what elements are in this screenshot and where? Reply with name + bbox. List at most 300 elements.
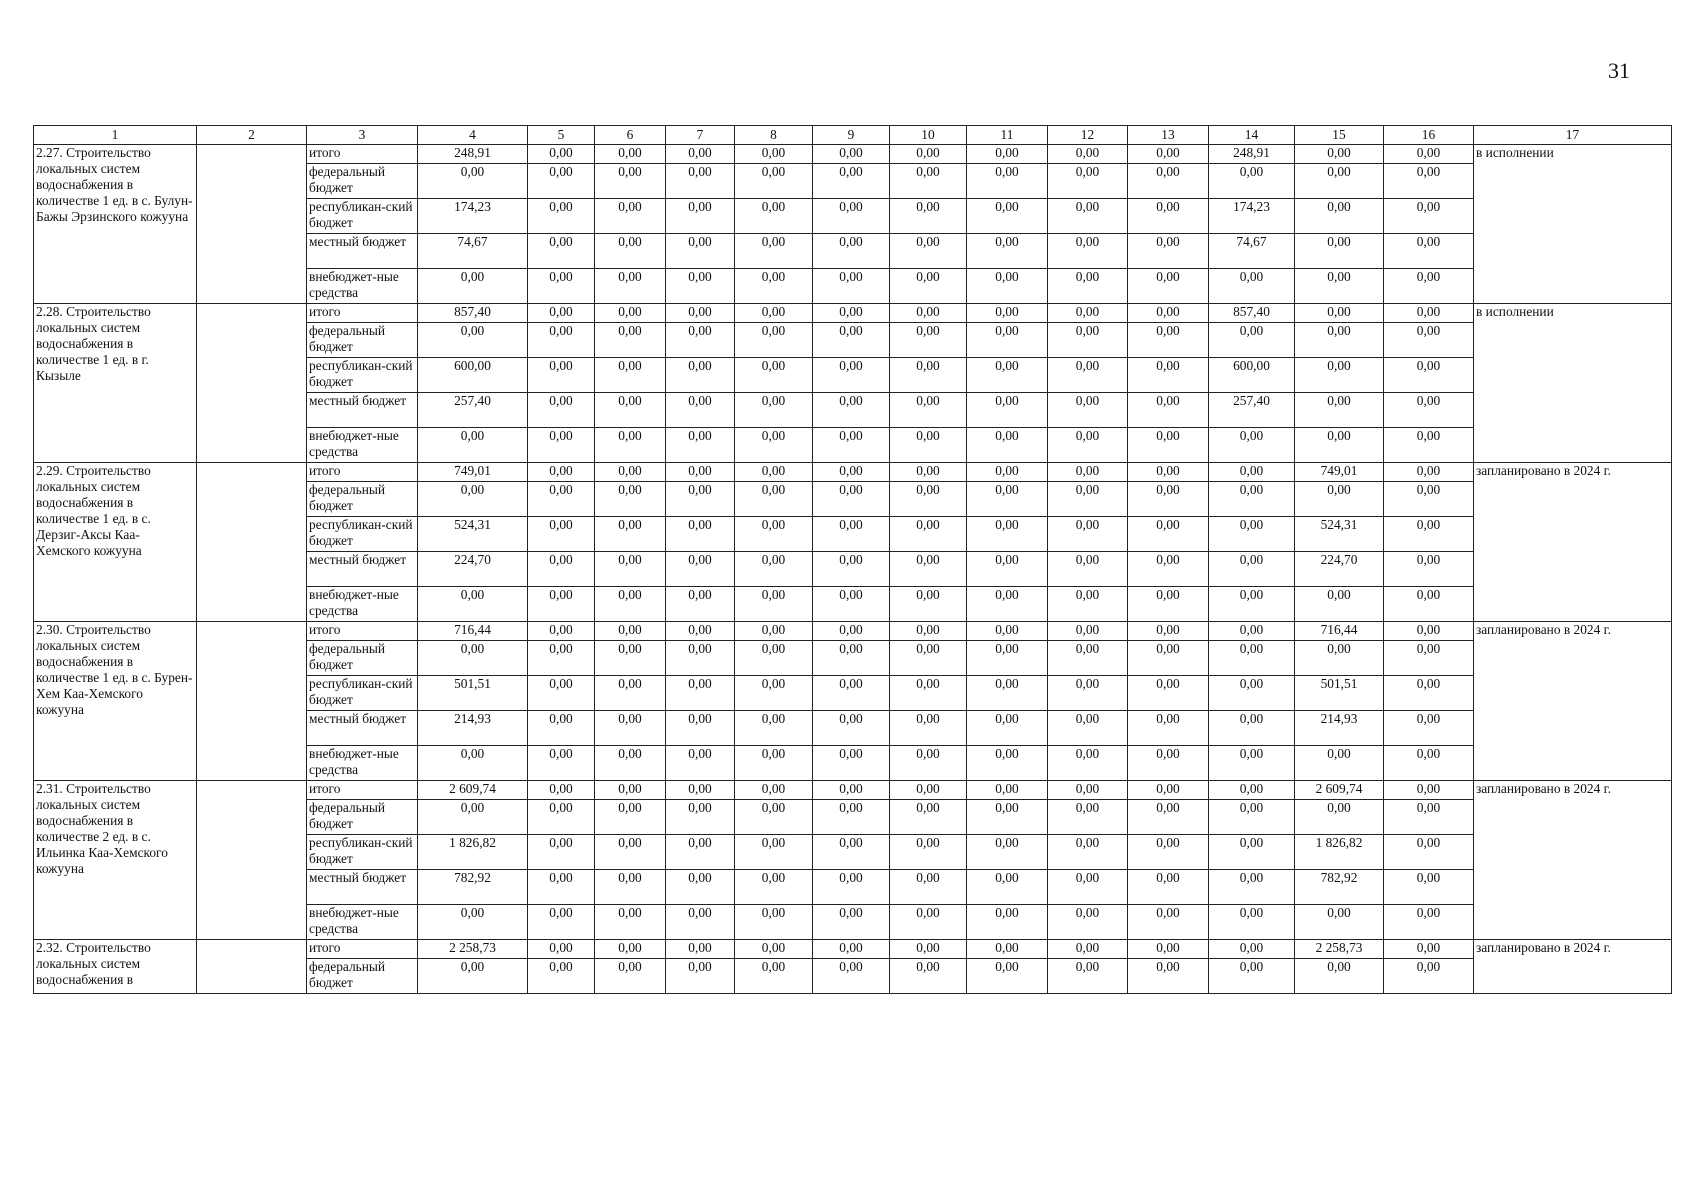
table-body	[34, 126, 1672, 994]
amount-cell: 0,00	[1128, 145, 1209, 164]
status-note: запланировано в 2024 г.	[1474, 622, 1672, 781]
amount-cell: 0,00	[666, 940, 735, 959]
amount-cell: 0,00	[418, 482, 528, 517]
amount-cell: 0,00	[1295, 145, 1384, 164]
amount-cell: 0,00	[813, 393, 890, 428]
amount-cell: 0,00	[813, 269, 890, 304]
amount-cell: 0,00	[967, 358, 1048, 393]
amount-cell: 0,00	[735, 199, 813, 234]
funding-source: республикан-ский бюджет	[307, 517, 418, 552]
amount-cell: 0,00	[967, 552, 1048, 587]
amount-cell: 0,00	[666, 199, 735, 234]
amount-cell: 0,00	[813, 517, 890, 552]
amount-cell: 0,00	[735, 641, 813, 676]
amount-cell: 0,00	[813, 641, 890, 676]
amount-cell: 0,00	[1128, 234, 1209, 269]
measure-name: 2.31. Строительство локальных систем водоснабжения в количестве 2 ед. в с. Ильинка Каа-Хемского кожууна	[34, 781, 197, 940]
amount-cell: 0,00	[595, 746, 666, 781]
amount-cell: 0,00	[528, 711, 595, 746]
amount-cell: 0,00	[1128, 711, 1209, 746]
amount-cell: 214,93	[1295, 711, 1384, 746]
amount-cell: 257,40	[418, 393, 528, 428]
amount-cell: 0,00	[813, 463, 890, 482]
amount-cell: 0,00	[813, 676, 890, 711]
amount-cell: 0,00	[735, 145, 813, 164]
amount-cell: 0,00	[1048, 234, 1128, 269]
amount-cell: 0,00	[967, 393, 1048, 428]
funding-source: местный бюджет	[307, 711, 418, 746]
funding-source: внебюджет-ные средства	[307, 269, 418, 304]
amount-cell: 0,00	[1209, 482, 1295, 517]
amount-cell: 0,00	[890, 323, 967, 358]
amount-cell: 0,00	[1384, 959, 1474, 994]
funding-source: внебюджет-ные средства	[307, 428, 418, 463]
amount-cell: 0,00	[595, 905, 666, 940]
amount-cell: 0,00	[1384, 940, 1474, 959]
amount-cell: 0,00	[735, 746, 813, 781]
amount-cell: 0,00	[1209, 800, 1295, 835]
amount-cell: 0,00	[528, 781, 595, 800]
amount-cell: 0,00	[890, 145, 967, 164]
amount-cell: 0,00	[1295, 905, 1384, 940]
funding-source: внебюджет-ные средства	[307, 746, 418, 781]
amount-cell: 224,70	[418, 552, 528, 587]
amount-cell: 0,00	[595, 463, 666, 482]
amount-cell: 0,00	[1295, 323, 1384, 358]
amount-cell: 0,00	[967, 304, 1048, 323]
amount-cell: 0,00	[1128, 800, 1209, 835]
amount-cell: 0,00	[1384, 676, 1474, 711]
column-header: 10	[890, 126, 967, 145]
amount-cell: 0,00	[528, 323, 595, 358]
amount-cell: 0,00	[890, 199, 967, 234]
amount-cell: 0,00	[1048, 269, 1128, 304]
amount-cell: 0,00	[813, 711, 890, 746]
amount-cell: 0,00	[1384, 800, 1474, 835]
amount-cell: 0,00	[967, 199, 1048, 234]
amount-cell: 0,00	[890, 269, 967, 304]
amount-cell: 0,00	[528, 269, 595, 304]
column-2-cell	[197, 940, 307, 994]
amount-cell: 0,00	[1384, 781, 1474, 800]
amount-cell: 0,00	[1128, 428, 1209, 463]
amount-cell: 257,40	[1209, 393, 1295, 428]
amount-cell: 0,00	[666, 870, 735, 905]
amount-cell: 0,00	[1384, 641, 1474, 676]
status-note: запланировано в 2024 г.	[1474, 463, 1672, 622]
table-row	[34, 145, 1672, 164]
amount-cell: 0,00	[1128, 622, 1209, 641]
amount-cell: 0,00	[1384, 622, 1474, 641]
column-header: 9	[813, 126, 890, 145]
amount-cell: 0,00	[735, 781, 813, 800]
amount-cell: 0,00	[1209, 676, 1295, 711]
amount-cell: 0,00	[418, 269, 528, 304]
amount-cell: 0,00	[813, 781, 890, 800]
funding-source: федеральный бюджет	[307, 164, 418, 199]
amount-cell: 0,00	[1209, 164, 1295, 199]
amount-cell: 0,00	[813, 145, 890, 164]
amount-cell: 0,00	[528, 358, 595, 393]
amount-cell: 0,00	[813, 940, 890, 959]
amount-cell: 0,00	[666, 552, 735, 587]
amount-cell: 74,67	[1209, 234, 1295, 269]
amount-cell: 0,00	[1295, 393, 1384, 428]
amount-cell: 0,00	[813, 905, 890, 940]
funding-source: итого	[307, 145, 418, 164]
amount-cell: 0,00	[967, 145, 1048, 164]
column-header: 16	[1384, 126, 1474, 145]
amount-cell: 0,00	[528, 641, 595, 676]
amount-cell: 0,00	[1048, 552, 1128, 587]
amount-cell: 0,00	[1209, 552, 1295, 587]
amount-cell: 0,00	[967, 870, 1048, 905]
amount-cell: 0,00	[1128, 482, 1209, 517]
funding-source: итого	[307, 463, 418, 482]
column-header: 15	[1295, 126, 1384, 145]
amount-cell: 0,00	[595, 164, 666, 199]
page-number: 31	[1608, 58, 1630, 83]
amount-cell: 0,00	[1048, 428, 1128, 463]
column-header: 7	[666, 126, 735, 145]
amount-cell: 0,00	[1384, 234, 1474, 269]
amount-cell: 0,00	[890, 587, 967, 622]
amount-cell: 0,00	[735, 164, 813, 199]
amount-cell: 0,00	[1128, 835, 1209, 870]
amount-cell: 0,00	[1295, 234, 1384, 269]
amount-cell: 0,00	[1295, 358, 1384, 393]
amount-cell: 0,00	[735, 428, 813, 463]
status-note: в исполнении	[1474, 304, 1672, 463]
amount-cell: 0,00	[735, 517, 813, 552]
amount-cell: 0,00	[1209, 323, 1295, 358]
amount-cell: 0,00	[735, 358, 813, 393]
funding-source: итого	[307, 622, 418, 641]
amount-cell: 0,00	[1384, 463, 1474, 482]
measure-name: 2.32. Строительство локальных систем водоснабжения в	[34, 940, 197, 994]
amount-cell: 0,00	[735, 269, 813, 304]
amount-cell: 0,00	[595, 323, 666, 358]
amount-cell: 0,00	[528, 587, 595, 622]
funding-source: итого	[307, 304, 418, 323]
amount-cell: 0,00	[890, 711, 967, 746]
amount-cell: 0,00	[595, 940, 666, 959]
column-2-cell	[197, 463, 307, 622]
amount-cell: 0,00	[967, 234, 1048, 269]
amount-cell: 0,00	[735, 835, 813, 870]
financing-table	[33, 125, 1672, 994]
amount-cell: 0,00	[595, 358, 666, 393]
amount-cell: 0,00	[595, 835, 666, 870]
column-header: 17	[1474, 126, 1672, 145]
amount-cell: 0,00	[1209, 835, 1295, 870]
amount-cell: 0,00	[595, 269, 666, 304]
amount-cell: 0,00	[1384, 905, 1474, 940]
amount-cell: 0,00	[1048, 393, 1128, 428]
amount-cell: 0,00	[813, 587, 890, 622]
funding-source: федеральный бюджет	[307, 800, 418, 835]
measure-name: 2.28. Строительство локальных систем водоснабжения в количестве 1 ед. в г. Кызыле	[34, 304, 197, 463]
amount-cell: 0,00	[1209, 269, 1295, 304]
amount-cell: 0,00	[528, 959, 595, 994]
amount-cell: 0,00	[666, 641, 735, 676]
amount-cell: 0,00	[967, 463, 1048, 482]
amount-cell: 0,00	[595, 552, 666, 587]
amount-cell: 524,31	[1295, 517, 1384, 552]
amount-cell: 0,00	[735, 234, 813, 269]
amount-cell: 0,00	[1384, 323, 1474, 358]
amount-cell: 0,00	[1384, 164, 1474, 199]
measure-name: 2.27. Строительство локальных систем водоснабжения в количестве 1 ед. в с. Булун-Бажы Эрзинского кожууна	[34, 145, 197, 304]
amount-cell: 0,00	[1128, 393, 1209, 428]
amount-cell: 0,00	[813, 870, 890, 905]
amount-cell: 0,00	[1048, 145, 1128, 164]
funding-source: внебюджет-ные средства	[307, 905, 418, 940]
amount-cell: 0,00	[1048, 940, 1128, 959]
amount-cell: 782,92	[1295, 870, 1384, 905]
amount-cell: 0,00	[813, 959, 890, 994]
amount-cell: 857,40	[418, 304, 528, 323]
amount-cell: 0,00	[595, 587, 666, 622]
amount-cell: 0,00	[967, 940, 1048, 959]
amount-cell: 0,00	[967, 781, 1048, 800]
amount-cell: 0,00	[1295, 587, 1384, 622]
amount-cell: 0,00	[890, 428, 967, 463]
funding-source: федеральный бюджет	[307, 641, 418, 676]
amount-cell: 0,00	[813, 199, 890, 234]
amount-cell: 0,00	[666, 587, 735, 622]
amount-cell: 0,00	[967, 835, 1048, 870]
amount-cell: 0,00	[528, 746, 595, 781]
amount-cell: 0,00	[890, 959, 967, 994]
amount-cell: 0,00	[418, 428, 528, 463]
amount-cell: 0,00	[1128, 463, 1209, 482]
funding-source: республикан-ский бюджет	[307, 358, 418, 393]
column-header: 14	[1209, 126, 1295, 145]
amount-cell: 0,00	[1128, 269, 1209, 304]
amount-cell: 0,00	[1295, 746, 1384, 781]
amount-cell: 1 826,82	[418, 835, 528, 870]
amount-cell: 0,00	[666, 746, 735, 781]
amount-cell: 0,00	[1048, 781, 1128, 800]
amount-cell: 0,00	[666, 323, 735, 358]
status-note: запланировано в 2024 г.	[1474, 940, 1672, 994]
amount-cell: 0,00	[418, 905, 528, 940]
funding-source: внебюджет-ные средства	[307, 587, 418, 622]
amount-cell: 74,67	[418, 234, 528, 269]
amount-cell: 1 826,82	[1295, 835, 1384, 870]
amount-cell: 0,00	[418, 800, 528, 835]
amount-cell: 0,00	[1048, 641, 1128, 676]
amount-cell: 0,00	[813, 622, 890, 641]
amount-cell: 749,01	[1295, 463, 1384, 482]
amount-cell: 0,00	[735, 622, 813, 641]
amount-cell: 0,00	[1295, 482, 1384, 517]
amount-cell: 0,00	[967, 676, 1048, 711]
amount-cell: 0,00	[1295, 164, 1384, 199]
amount-cell: 0,00	[890, 835, 967, 870]
amount-cell: 0,00	[666, 463, 735, 482]
amount-cell: 0,00	[967, 269, 1048, 304]
amount-cell: 0,00	[967, 482, 1048, 517]
amount-cell: 0,00	[1048, 323, 1128, 358]
amount-cell: 600,00	[418, 358, 528, 393]
amount-cell: 0,00	[735, 552, 813, 587]
table-row	[34, 781, 1672, 800]
amount-cell: 857,40	[1209, 304, 1295, 323]
amount-cell: 0,00	[528, 622, 595, 641]
amount-cell: 0,00	[1209, 711, 1295, 746]
amount-cell: 0,00	[1384, 587, 1474, 622]
amount-cell: 0,00	[1128, 781, 1209, 800]
amount-cell: 0,00	[735, 463, 813, 482]
amount-cell: 0,00	[1048, 905, 1128, 940]
amount-cell: 0,00	[1384, 482, 1474, 517]
amount-cell: 0,00	[666, 234, 735, 269]
amount-cell: 0,00	[967, 800, 1048, 835]
amount-cell: 0,00	[418, 746, 528, 781]
column-header: 5	[528, 126, 595, 145]
amount-cell: 0,00	[1128, 323, 1209, 358]
amount-cell: 0,00	[813, 746, 890, 781]
amount-cell: 0,00	[1128, 940, 1209, 959]
amount-cell: 0,00	[595, 711, 666, 746]
amount-cell: 0,00	[1128, 959, 1209, 994]
amount-cell: 0,00	[890, 234, 967, 269]
funding-source: федеральный бюджет	[307, 959, 418, 994]
amount-cell: 0,00	[890, 517, 967, 552]
amount-cell: 0,00	[890, 482, 967, 517]
amount-cell: 0,00	[890, 358, 967, 393]
funding-source: федеральный бюджет	[307, 482, 418, 517]
amount-cell: 0,00	[1128, 304, 1209, 323]
column-header: 1	[34, 126, 197, 145]
amount-cell: 716,44	[1295, 622, 1384, 641]
amount-cell: 0,00	[890, 870, 967, 905]
amount-cell: 501,51	[1295, 676, 1384, 711]
amount-cell: 0,00	[528, 940, 595, 959]
amount-cell: 0,00	[1384, 870, 1474, 905]
amount-cell: 0,00	[1048, 711, 1128, 746]
amount-cell: 0,00	[666, 164, 735, 199]
amount-cell: 0,00	[666, 905, 735, 940]
amount-cell: 0,00	[1209, 463, 1295, 482]
amount-cell: 0,00	[666, 622, 735, 641]
amount-cell: 0,00	[595, 676, 666, 711]
amount-cell: 0,00	[890, 304, 967, 323]
amount-cell: 0,00	[666, 517, 735, 552]
column-header: 3	[307, 126, 418, 145]
amount-cell: 0,00	[528, 552, 595, 587]
amount-cell: 0,00	[890, 552, 967, 587]
amount-cell: 0,00	[1384, 358, 1474, 393]
amount-cell: 0,00	[813, 800, 890, 835]
amount-cell: 0,00	[1384, 746, 1474, 781]
amount-cell: 0,00	[1128, 552, 1209, 587]
funding-source: местный бюджет	[307, 552, 418, 587]
amount-cell: 0,00	[813, 323, 890, 358]
amount-cell: 0,00	[735, 482, 813, 517]
amount-cell: 0,00	[1384, 145, 1474, 164]
amount-cell: 2 258,73	[1295, 940, 1384, 959]
amount-cell: 0,00	[528, 164, 595, 199]
amount-cell: 0,00	[1128, 870, 1209, 905]
amount-cell: 0,00	[1295, 304, 1384, 323]
amount-cell: 0,00	[528, 905, 595, 940]
amount-cell: 0,00	[595, 482, 666, 517]
amount-cell: 0,00	[1048, 959, 1128, 994]
amount-cell: 0,00	[1295, 199, 1384, 234]
amount-cell: 0,00	[528, 304, 595, 323]
amount-cell: 0,00	[813, 304, 890, 323]
amount-cell: 0,00	[595, 959, 666, 994]
amount-cell: 0,00	[418, 959, 528, 994]
amount-cell: 0,00	[890, 800, 967, 835]
amount-cell: 0,00	[735, 959, 813, 994]
amount-cell: 0,00	[813, 234, 890, 269]
amount-cell: 0,00	[666, 676, 735, 711]
amount-cell: 0,00	[418, 587, 528, 622]
amount-cell: 0,00	[1048, 746, 1128, 781]
amount-cell: 0,00	[1209, 781, 1295, 800]
amount-cell: 2 609,74	[418, 781, 528, 800]
amount-cell: 0,00	[1209, 870, 1295, 905]
amount-cell: 0,00	[890, 622, 967, 641]
amount-cell: 0,00	[890, 676, 967, 711]
amount-cell: 0,00	[1384, 304, 1474, 323]
amount-cell: 0,00	[595, 304, 666, 323]
amount-cell: 0,00	[813, 482, 890, 517]
amount-cell: 0,00	[967, 711, 1048, 746]
amount-cell: 0,00	[890, 164, 967, 199]
amount-cell: 0,00	[813, 835, 890, 870]
status-note: запланировано в 2024 г.	[1474, 781, 1672, 940]
amount-cell: 0,00	[1048, 482, 1128, 517]
table-row	[34, 622, 1672, 641]
amount-cell: 0,00	[1209, 622, 1295, 641]
amount-cell: 0,00	[595, 199, 666, 234]
amount-cell: 600,00	[1209, 358, 1295, 393]
amount-cell: 174,23	[418, 199, 528, 234]
amount-cell: 214,93	[418, 711, 528, 746]
amount-cell: 0,00	[813, 428, 890, 463]
amount-cell: 0,00	[1048, 800, 1128, 835]
amount-cell: 0,00	[666, 145, 735, 164]
amount-cell: 0,00	[1128, 358, 1209, 393]
amount-cell: 248,91	[418, 145, 528, 164]
amount-cell: 0,00	[1384, 552, 1474, 587]
amount-cell: 0,00	[967, 164, 1048, 199]
amount-cell: 224,70	[1295, 552, 1384, 587]
amount-cell: 0,00	[1209, 959, 1295, 994]
amount-cell: 0,00	[890, 781, 967, 800]
amount-cell: 0,00	[1384, 199, 1474, 234]
amount-cell: 0,00	[1128, 199, 1209, 234]
amount-cell: 0,00	[1209, 641, 1295, 676]
amount-cell: 0,00	[1384, 517, 1474, 552]
amount-cell: 0,00	[967, 905, 1048, 940]
amount-cell: 782,92	[418, 870, 528, 905]
amount-cell: 0,00	[528, 145, 595, 164]
amount-cell: 0,00	[1048, 164, 1128, 199]
amount-cell: 0,00	[1128, 905, 1209, 940]
amount-cell: 0,00	[1384, 393, 1474, 428]
column-header: 2	[197, 126, 307, 145]
amount-cell: 248,91	[1209, 145, 1295, 164]
amount-cell: 0,00	[418, 641, 528, 676]
amount-cell: 0,00	[735, 870, 813, 905]
amount-cell: 0,00	[1295, 641, 1384, 676]
